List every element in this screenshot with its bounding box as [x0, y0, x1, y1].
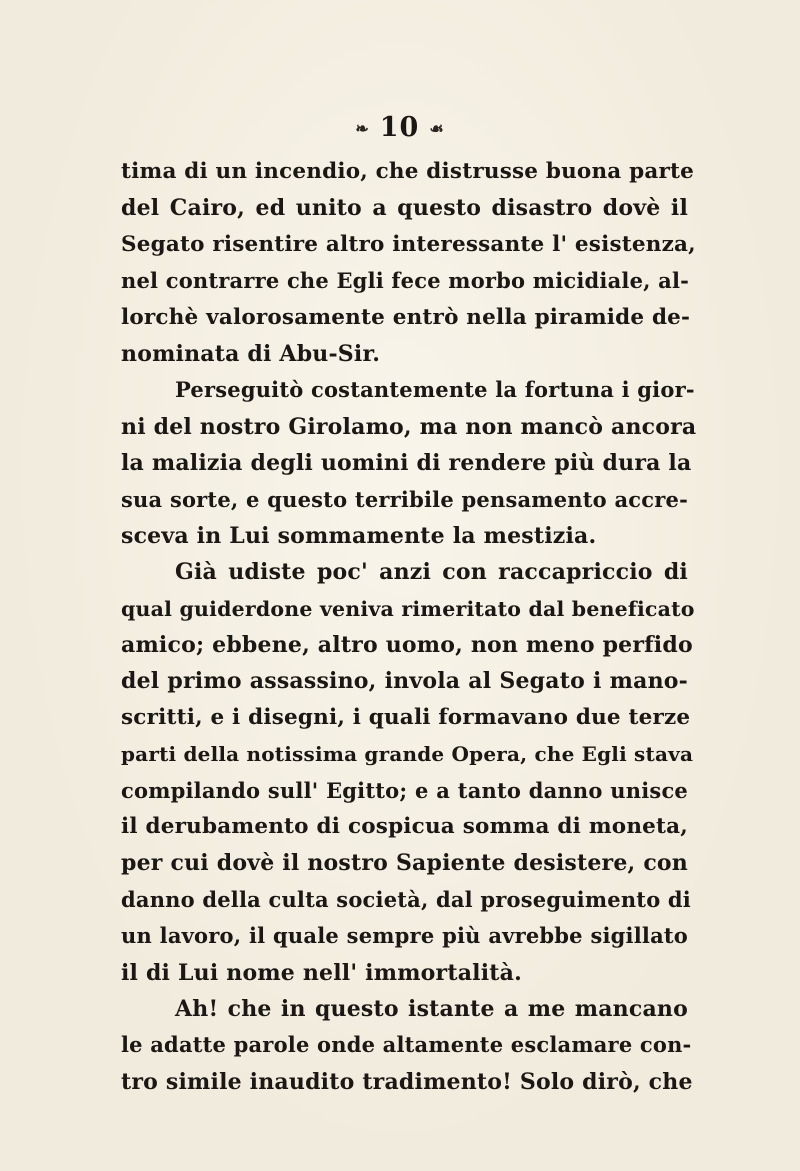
text-line: nel contrarre che Egli fece morbo micidiale, al-	[121, 268, 690, 294]
left-ornament-icon: ❧	[355, 119, 370, 138]
text-line: ni del nostro Girolamo, ma non mancò ancora	[121, 413, 697, 440]
text-line: parti della notissima grande Opera, che Egli stava	[121, 742, 694, 767]
body-text	[121, 154, 697, 1100]
text-line: Già udiste poc' anzi con raccapriccio di	[175, 559, 688, 586]
text-line: tima di un incendio, che distrusse buona parte	[121, 159, 695, 184]
text-line: del Cairo, ed unito a questo disastro dovè il	[121, 195, 688, 222]
text-line: per cui dovè il nostro Sapiente desistere, con	[121, 850, 688, 877]
text-line: Segato risentire altro interessante l' esistenza,	[121, 231, 696, 257]
text-line: un lavoro, il quale sempre più avrebbe sigillato	[121, 923, 688, 949]
text-line: lorchè valorosamente entrò nella piramide de-	[121, 304, 691, 330]
page-header	[0, 112, 800, 143]
text-line: sceva in Lui sommamente la mestizia.	[121, 522, 597, 549]
text-line: Perseguitò costantemente la fortuna i gior-	[175, 377, 695, 403]
text-line: tro simile inaudito tradimento! Solo dirò, che	[121, 1068, 693, 1095]
text-line: Ah! che in questo istante a me mancano	[175, 995, 688, 1022]
text-line: scritti, e i disegni, i quali formavano due terze	[121, 704, 691, 730]
text-line: amico; ebbene, altro uomo, non meno perfido	[121, 632, 693, 659]
page-number: 10	[379, 112, 420, 143]
text-line: le adatte parole onde altamente esclamare con-	[121, 1032, 692, 1058]
text-line: del primo assassino, invola al Segato i mano-	[121, 668, 688, 695]
text-line: compilando sull' Egitto; e a tanto danno unisce	[121, 777, 688, 803]
right-ornament-icon: ☙	[429, 119, 445, 138]
text-line: danno della culta società, dal proseguimento di	[121, 886, 691, 912]
text-line: qual guiderdone veniva rimeritato dal beneficato	[121, 596, 695, 621]
text-line: nominata di Abu-Sir.	[121, 340, 381, 367]
text-line: sua sorte, e questo terribile pensamento accre-	[121, 486, 688, 512]
text-line: il derubamento di cospicua somma di moneta,	[121, 814, 688, 840]
text-line: il di Lui nome nell' immortalità.	[121, 959, 522, 986]
text-line: la malizia degli uomini di rendere più dura la	[121, 450, 692, 477]
